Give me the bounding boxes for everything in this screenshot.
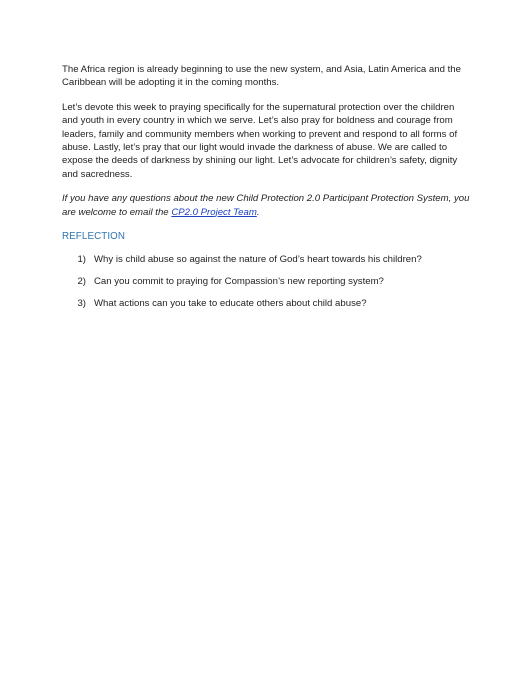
reflection-heading: REFLECTION [62,231,126,243]
reflection-question [62,297,472,310]
question-number: 1) [77,254,86,266]
question-text: Why is child abuse so against the nature of God’s heart towards his children? [94,254,422,266]
paragraph-contact [62,192,472,219]
question-number: 3) [77,298,86,310]
reflection-question-list [62,253,472,310]
question-text: What actions can you take to educate others about child abuse? [94,298,367,310]
page-content [62,63,472,319]
contact-text-prefix: If you have any questions about the new Child Protection 2.0 Participant Protection System, you are welcome to email the [62,193,470,218]
reflection-question [62,253,472,266]
reflection-question [62,275,472,288]
cp2-project-team-email-link[interactable]: CP2.0 Project Team [171,206,257,218]
contact-text-suffix: . [256,206,260,218]
question-number: 2) [77,276,86,288]
paragraph-regional-rollout: The Africa region is already beginning to use the new system, and Asia, Latin America and the Caribbean will be adopting it in the coming months. [62,64,461,89]
question-text: Can you commit to praying for Compassion’s new reporting system? [94,276,384,288]
paragraph-prayer-focus: Let’s devote this week to praying specifically for the supernatural protection over the children and youth in every country in which we serve. Let’s also pray for boldness and courage from leaders, family and community members when working to prevent and respond to all forms of abuse. Lastly, let’s pray that our light would invade the darkness of abuse. We are called to expose the deeds of darkness by shining our light. Let’s advocate for children’s safety, dignity and sacredness. [62,101,458,180]
